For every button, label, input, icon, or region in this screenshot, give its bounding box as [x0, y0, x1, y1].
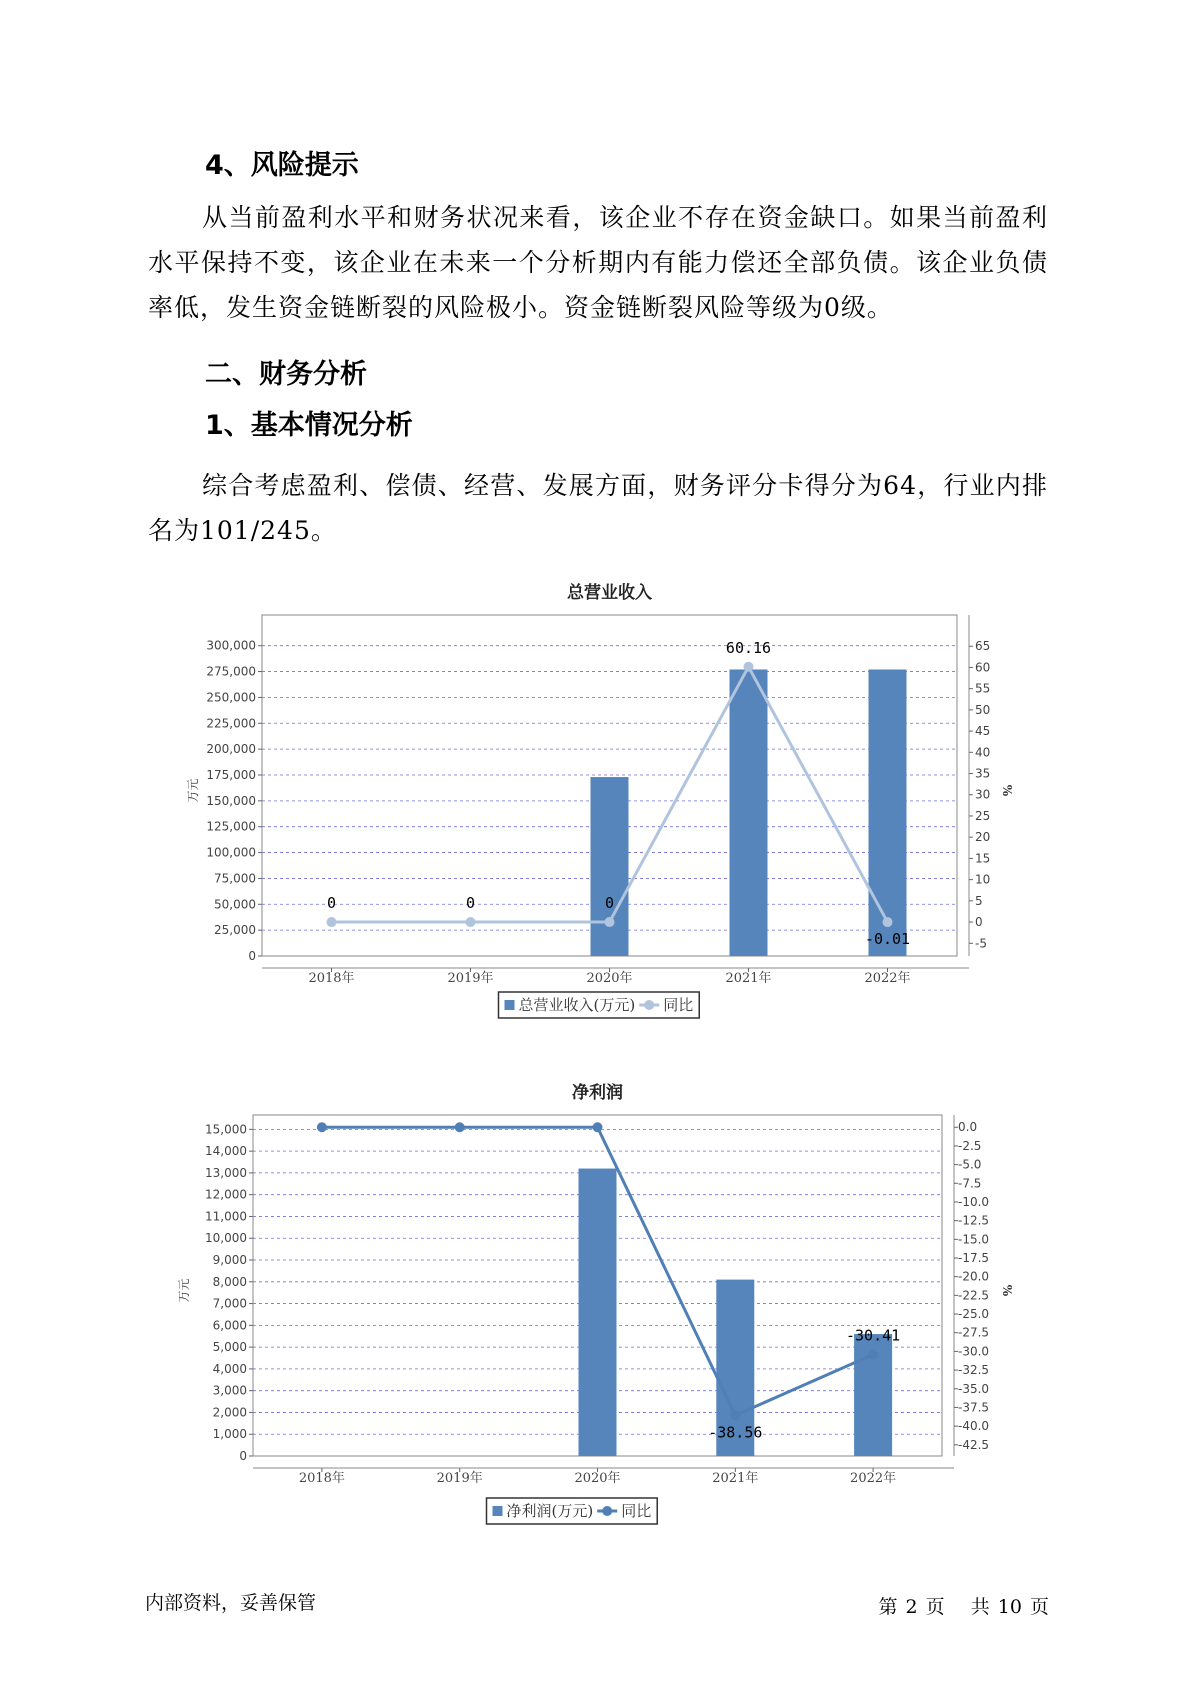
total-num: 10	[997, 1596, 1022, 1618]
y-right-tick-label: 40	[975, 745, 991, 760]
x-tick-label: 2022年	[850, 1471, 897, 1486]
y-axis-unit: 万元	[177, 1278, 191, 1303]
chart-title: 净利润	[572, 1083, 623, 1103]
y-right-tick-label: -20.0	[958, 1269, 990, 1284]
x-tick-label: 2018年	[308, 971, 355, 986]
x-tick-label: 2020年	[574, 1471, 621, 1486]
x-tick-label: 2020年	[586, 971, 633, 986]
y-right-tick-label: 65	[975, 639, 991, 654]
y-tick-label: 300,000	[206, 638, 256, 653]
y-right-tick-label: -12.5	[958, 1213, 990, 1228]
data-label: 0	[604, 894, 615, 913]
y-tick-label: 50,000	[214, 897, 256, 912]
y-right-tick-label: 10	[975, 872, 991, 887]
data-label: -0.01	[864, 930, 911, 949]
legend-bar-label: 总营业收入(万元)	[518, 996, 636, 1014]
revenue-chart-svg	[0, 570, 1191, 1040]
y-tick-label: 5,000	[212, 1340, 247, 1355]
y-right-tick-label: -5	[975, 936, 987, 951]
y-tick-label: 3,000	[212, 1383, 247, 1398]
y-tick-label: 200,000	[206, 742, 256, 757]
x-tick-label: 2022年	[864, 971, 911, 986]
legend-line-label: 同比	[621, 1502, 652, 1520]
y-right-tick-label: 30	[975, 787, 991, 802]
y-tick-label: 25,000	[214, 923, 256, 938]
y-tick-label: 250,000	[206, 690, 256, 705]
x-tick-label: 2019年	[436, 1471, 483, 1486]
x-tick-label: 2021年	[712, 1471, 759, 1486]
y-tick-label: 175,000	[206, 767, 256, 782]
y-right-tick-label: -7.5	[958, 1176, 982, 1191]
legend-bar-swatch	[493, 1506, 503, 1516]
y-right-tick-label: -15.0	[958, 1232, 990, 1247]
y-right-tick-label: 45	[975, 724, 991, 739]
y-tick-label: 275,000	[206, 664, 256, 679]
y-right-tick-label: 55	[975, 681, 991, 696]
y-tick-label: 125,000	[206, 819, 256, 834]
bar	[591, 777, 629, 956]
y-tick-label: 0	[239, 1449, 247, 1463]
y-right-axis-unit: %	[1000, 784, 1014, 797]
risk-heading: 4、风险提示	[205, 150, 359, 181]
bar	[730, 669, 768, 956]
data-label: 60.16	[725, 638, 772, 657]
y-tick-label: 11,000	[205, 1209, 247, 1224]
y-tick-label: 0	[248, 949, 256, 963]
y-right-tick-label: -5.0	[958, 1157, 982, 1172]
x-tick-label: 2021年	[725, 971, 772, 986]
series-point	[744, 662, 754, 672]
series-point	[605, 917, 615, 927]
total-prefix: 共	[970, 1596, 990, 1618]
footer-page-number	[875, 1592, 1053, 1619]
legend-line-label: 同比	[663, 996, 694, 1014]
y-right-tick-label: -30.0	[958, 1344, 990, 1359]
y-tick-label: 2,000	[212, 1405, 247, 1420]
y-tick-label: 10,000	[205, 1231, 247, 1246]
y-right-tick-label: -10.0	[958, 1194, 990, 1209]
series-point	[883, 917, 893, 927]
y-right-tick-label: 15	[975, 851, 991, 866]
y-right-tick-label: -22.5	[958, 1288, 990, 1303]
y-right-tick-label: -32.5	[958, 1363, 990, 1378]
y-right-axis-unit: %	[1000, 1284, 1014, 1297]
y-tick-label: 9,000	[212, 1253, 247, 1268]
y-right-tick-label: 0.0	[958, 1120, 978, 1135]
basic-paragraph: 综合考虑盈利、偿债、经营、发展方面，财务评分卡得分为64，行业内排名为101/245。	[148, 471, 1048, 545]
series-point	[868, 1349, 878, 1359]
y-right-tick-label: 20	[975, 830, 991, 845]
y-tick-label: 4,000	[212, 1361, 247, 1376]
series-point	[327, 917, 337, 927]
y-tick-label: 6,000	[212, 1318, 247, 1333]
y-right-tick-label: 0	[975, 915, 983, 930]
risk-paragraph: 从当前盈利水平和财务状况来看，该企业不存在资金缺口。如果当前盈利水平保持不变，该企业在未来一个分析期内有能力偿还全部负债。该企业负债率低，发生资金链断裂的风险极小。资金链断裂风险等级为0级。	[148, 203, 1048, 322]
y-tick-label: 75,000	[214, 871, 256, 886]
y-axis-unit: 万元	[186, 778, 200, 803]
y-right-tick-label: -2.5	[958, 1138, 982, 1153]
y-tick-label: 100,000	[206, 845, 256, 860]
y-right-tick-label: -42.5	[958, 1437, 990, 1452]
page-unit: 页	[925, 1596, 945, 1618]
y-tick-label: 150,000	[206, 793, 256, 808]
y-right-tick-label: -37.5	[958, 1400, 990, 1415]
legend-line-marker	[602, 1506, 612, 1516]
y-right-tick-label: -35.0	[958, 1381, 990, 1396]
data-label: 0	[465, 894, 476, 913]
basic-heading: 1、基本情况分析	[205, 410, 413, 441]
page-prefix: 第	[878, 1596, 898, 1618]
series-point	[455, 1122, 465, 1132]
y-right-tick-label: -17.5	[958, 1250, 990, 1265]
y-right-tick-label: 50	[975, 702, 991, 717]
total-unit: 页	[1029, 1596, 1049, 1618]
x-tick-label: 2018年	[298, 1471, 345, 1486]
y-tick-label: 7,000	[212, 1296, 247, 1311]
y-tick-label: 225,000	[206, 716, 256, 731]
data-label: -38.56	[708, 1423, 763, 1442]
y-tick-label: 15,000	[205, 1122, 247, 1137]
chart-title: 总营业收入	[567, 583, 652, 603]
series-point	[730, 1410, 740, 1420]
legend-bar-swatch	[505, 1000, 515, 1010]
data-label: -30.41	[846, 1326, 901, 1345]
y-right-tick-label: 25	[975, 808, 991, 823]
page-num: 2	[905, 1596, 918, 1618]
revenue-chart	[0, 570, 1191, 1040]
footer-confidential: 内部资料，妥善保管	[145, 1592, 317, 1614]
series-point	[593, 1122, 603, 1132]
y-right-tick-label: -40.0	[958, 1419, 990, 1434]
y-tick-label: 8,000	[212, 1274, 247, 1289]
y-tick-label: 14,000	[205, 1144, 247, 1159]
bar	[579, 1169, 617, 1456]
y-right-tick-label: 5	[975, 893, 983, 908]
data-label: 0	[326, 894, 337, 913]
legend-bar-label: 净利润(万元)	[506, 1502, 594, 1520]
y-right-tick-label: 60	[975, 660, 991, 675]
y-tick-label: 1,000	[212, 1427, 247, 1442]
series-point	[317, 1122, 327, 1132]
y-tick-label: 13,000	[205, 1165, 247, 1180]
y-right-tick-label: -27.5	[958, 1325, 990, 1340]
legend-line-marker	[644, 1000, 654, 1010]
y-right-tick-label: 35	[975, 766, 991, 781]
net-profit-chart	[0, 1070, 1191, 1540]
series-point	[466, 917, 476, 927]
x-tick-label: 2019年	[447, 971, 494, 986]
net-profit-chart-svg	[0, 1070, 1191, 1540]
financial-heading: 二、财务分析	[205, 359, 367, 390]
bar	[869, 669, 907, 956]
y-tick-label: 12,000	[205, 1187, 247, 1202]
y-right-tick-label: -25.0	[958, 1307, 990, 1322]
